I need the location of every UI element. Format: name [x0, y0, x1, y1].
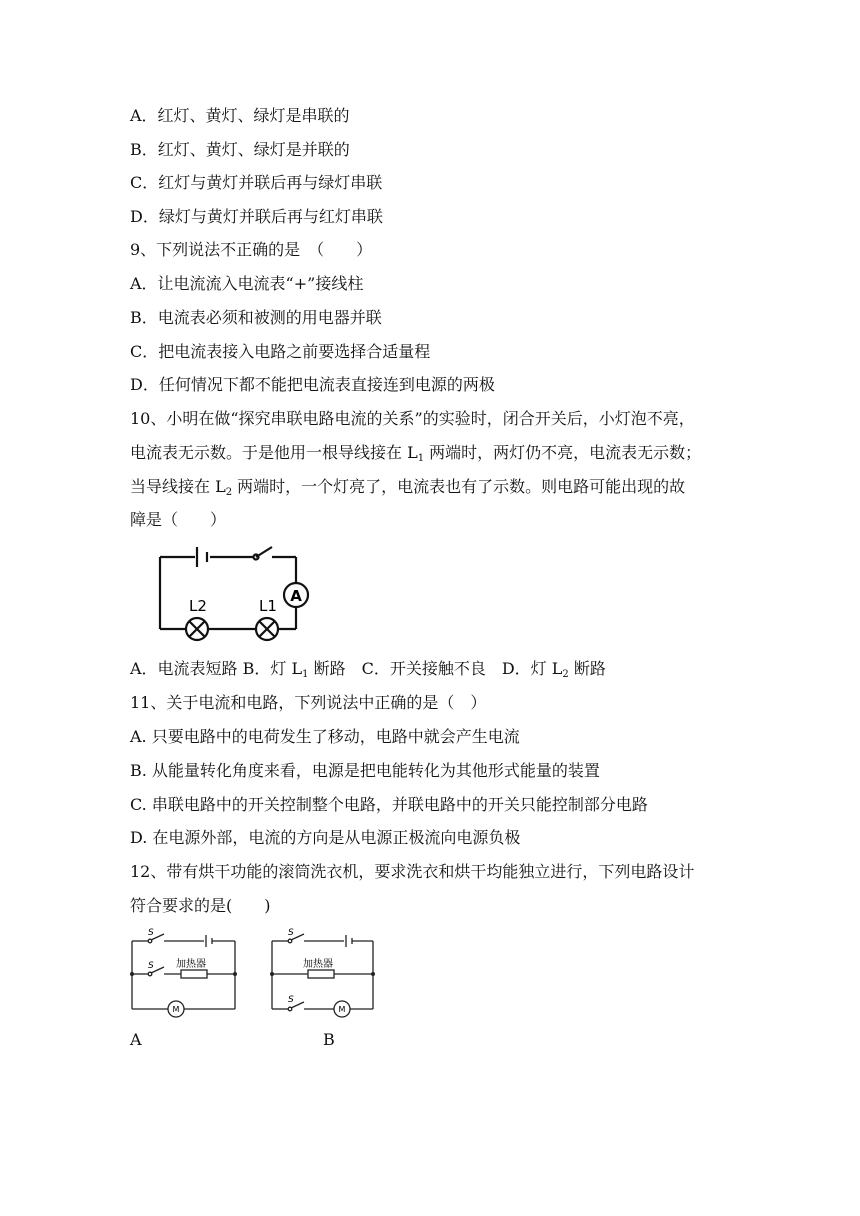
q11-option-d: D. 在电源外部，电流的方向是从电源正极流向电源负极: [130, 828, 521, 847]
heater-label: 加热器: [176, 959, 206, 970]
q12-circuit-a: [126, 925, 241, 1020]
q10-circuit-diagram: [150, 545, 320, 650]
switch-s2-label: S: [148, 961, 154, 971]
q10-stem-line4: 障是（ ）: [130, 510, 227, 529]
motor-label: M: [338, 1005, 346, 1014]
q10-stem-line2: 电流表无示数。于是他用一根导线接在 $L_1$ 两端时，两灯仍不亮，电流表无示数；: [130, 443, 702, 464]
q12-circuit-b: [266, 925, 381, 1020]
q11-option-c: C. 串联电路中的开关控制整个电路，并联电路中的开关只能控制部分电路: [130, 795, 648, 814]
q9-option-c: C．把电流表接入电路之前要选择合适量程: [130, 342, 431, 361]
switch-s1-label: S: [148, 928, 154, 938]
q9-option-a: A．让电流流入电流表“+”接线柱: [130, 274, 364, 293]
heater-label: 加热器: [303, 959, 333, 970]
q12-diagram-a-label: A: [130, 1030, 142, 1049]
q11-option-b: B. 从能量转化角度来看，电源是把电能转化为其他形式能量的装置: [130, 761, 600, 780]
q12-diagram-b-label: B: [323, 1030, 335, 1049]
q10-stem-line3: 当导线接在 $L_2$ 两端时，一个灯亮了，电流表也有了示数。则电路可能出现的故: [130, 477, 686, 498]
q9-option-b: B．电流表必须和被测的用电器并联: [130, 308, 382, 327]
switch-s2-label: S: [288, 995, 294, 1005]
q8-option-d: D．绿灯与黄灯并联后再与红灯串联: [130, 207, 383, 226]
q11-option-a: A. 只要电路中的电荷发生了移动，电路中就会产生电流: [130, 727, 520, 746]
q12-stem-line2: 符合要求的是( ): [130, 896, 271, 915]
q10-options: A．电流表短路 B．灯 $L_1$ 断路 C．开关接触不良 D．灯 $L_2$ 断路: [130, 659, 606, 680]
q9-stem: 9、下列说法不正确的是 （ ）: [130, 240, 373, 259]
q8-option-a: A．红灯、黄灯、绿灯是串联的: [130, 106, 350, 125]
motor-label: M: [172, 1005, 180, 1014]
q8-option-b: B．红灯、黄灯、绿灯是并联的: [130, 140, 350, 159]
ammeter-label: A: [290, 587, 302, 605]
q8-option-c: C．红灯与黄灯并联后再与绿灯串联: [130, 173, 383, 192]
lamp-l2-label: L2: [189, 597, 207, 615]
q9-option-d: D．任何情况下都不能把电流表直接连到电源的两极: [130, 375, 495, 394]
switch-s1-label: S: [288, 928, 294, 938]
q11-stem: 11、关于电流和电路，下列说法中正确的是（ ）: [130, 693, 487, 712]
q12-stem-line1: 12、带有烘干功能的滚筒洗衣机，要求洗衣和烘干均能独立进行，下列电路设计: [130, 862, 695, 881]
q10-stem-line1: 10、小明在做“探究串联电路电流的关系”的实验时，闭合开关后，小灯泡不亮，: [130, 409, 695, 428]
lamp-l1-label: L1: [259, 597, 277, 615]
